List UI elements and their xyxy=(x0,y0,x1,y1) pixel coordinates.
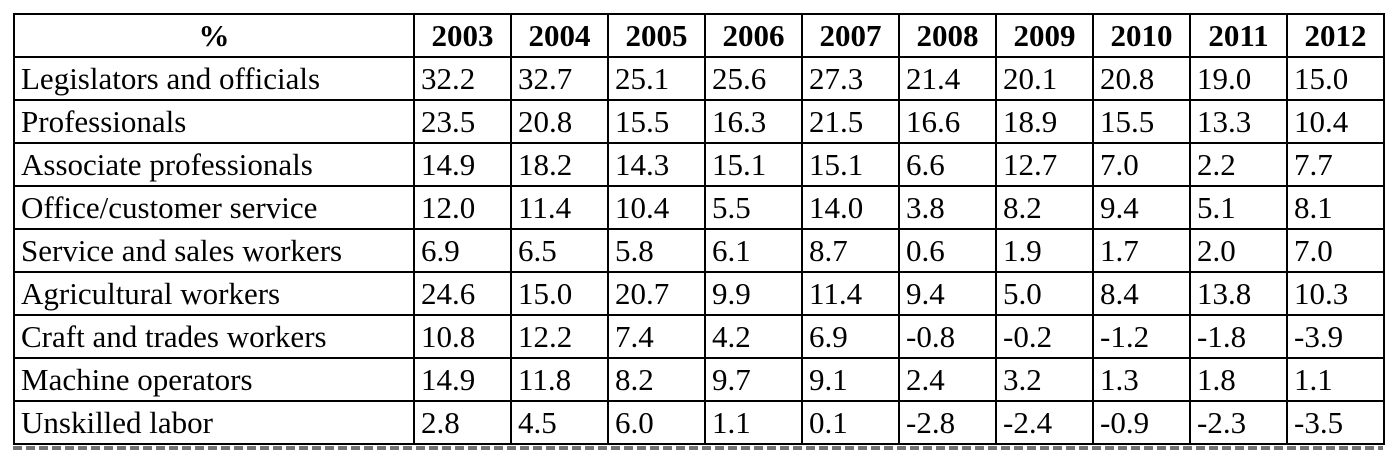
value-cell: 10.4 xyxy=(608,186,705,229)
row-label: Unskilled labor xyxy=(14,401,414,444)
value-cell: 7.0 xyxy=(1093,143,1190,186)
row-label: Agricultural workers xyxy=(14,272,414,315)
value-cell: 12.2 xyxy=(511,315,608,358)
value-cell: 9.4 xyxy=(899,272,996,315)
corner-header: % xyxy=(14,14,414,57)
row-label: Professionals xyxy=(14,100,414,143)
value-cell: 15.5 xyxy=(1093,100,1190,143)
row-label: Office/customer service xyxy=(14,186,414,229)
table-row xyxy=(14,229,1384,272)
value-cell: 9.9 xyxy=(705,272,802,315)
value-cell: 18.2 xyxy=(511,143,608,186)
value-cell: 14.9 xyxy=(414,358,511,401)
value-cell: 3.8 xyxy=(899,186,996,229)
value-cell: 5.8 xyxy=(608,229,705,272)
year-header: 2003 xyxy=(414,14,511,57)
header-row xyxy=(14,14,1384,57)
table-row xyxy=(14,100,1384,143)
value-cell: 7.7 xyxy=(1287,143,1384,186)
value-cell: 8.7 xyxy=(802,229,899,272)
value-cell: 24.6 xyxy=(414,272,511,315)
value-cell: 12.0 xyxy=(414,186,511,229)
value-cell: 6.6 xyxy=(899,143,996,186)
value-cell: 15.1 xyxy=(802,143,899,186)
value-cell: 1.9 xyxy=(996,229,1093,272)
row-label: Machine operators xyxy=(14,358,414,401)
value-cell: 12.7 xyxy=(996,143,1093,186)
table-row xyxy=(14,57,1384,100)
table-body xyxy=(14,57,1384,444)
value-cell: 1.1 xyxy=(1287,358,1384,401)
year-header: 2012 xyxy=(1287,14,1384,57)
table-row xyxy=(14,401,1384,444)
year-header: 2008 xyxy=(899,14,996,57)
value-cell: 15.0 xyxy=(1287,57,1384,100)
value-cell: 6.1 xyxy=(705,229,802,272)
value-cell: 16.3 xyxy=(705,100,802,143)
value-cell: 25.6 xyxy=(705,57,802,100)
value-cell: 8.4 xyxy=(1093,272,1190,315)
value-cell: -0.8 xyxy=(899,315,996,358)
year-header: 2006 xyxy=(705,14,802,57)
value-cell: 20.7 xyxy=(608,272,705,315)
table-row xyxy=(14,315,1384,358)
value-cell: 15.0 xyxy=(511,272,608,315)
value-cell: 14.0 xyxy=(802,186,899,229)
value-cell: -3.9 xyxy=(1287,315,1384,358)
value-cell: 7.0 xyxy=(1287,229,1384,272)
row-label: Service and sales workers xyxy=(14,229,414,272)
value-cell: 14.9 xyxy=(414,143,511,186)
table-row xyxy=(14,358,1384,401)
value-cell: 5.0 xyxy=(996,272,1093,315)
row-label: Legislators and officials xyxy=(14,57,414,100)
value-cell: 11.4 xyxy=(802,272,899,315)
year-header: 2005 xyxy=(608,14,705,57)
year-header: 2007 xyxy=(802,14,899,57)
value-cell: 6.9 xyxy=(802,315,899,358)
value-cell: 0.1 xyxy=(802,401,899,444)
value-cell: 2.2 xyxy=(1190,143,1287,186)
value-cell: -0.9 xyxy=(1093,401,1190,444)
value-cell: 10.8 xyxy=(414,315,511,358)
value-cell: 1.3 xyxy=(1093,358,1190,401)
value-cell: 19.0 xyxy=(1190,57,1287,100)
value-cell: 18.9 xyxy=(996,100,1093,143)
value-cell: 2.8 xyxy=(414,401,511,444)
value-cell: 9.4 xyxy=(1093,186,1190,229)
value-cell: 14.3 xyxy=(608,143,705,186)
value-cell: -3.5 xyxy=(1287,401,1384,444)
value-cell: 11.4 xyxy=(511,186,608,229)
value-cell: -1.8 xyxy=(1190,315,1287,358)
value-cell: 11.8 xyxy=(511,358,608,401)
value-cell: 20.8 xyxy=(1093,57,1190,100)
value-cell: 6.5 xyxy=(511,229,608,272)
value-cell: 27.3 xyxy=(802,57,899,100)
value-cell: 6.0 xyxy=(608,401,705,444)
value-cell: 8.2 xyxy=(996,186,1093,229)
value-cell: 15.1 xyxy=(705,143,802,186)
value-cell: 23.5 xyxy=(414,100,511,143)
value-cell: 5.1 xyxy=(1190,186,1287,229)
value-cell: -2.8 xyxy=(899,401,996,444)
occupation-growth-table xyxy=(13,13,1385,445)
table-row xyxy=(14,143,1384,186)
cut-off-footnote-text xyxy=(13,444,1383,454)
value-cell: 20.1 xyxy=(996,57,1093,100)
value-cell: 16.6 xyxy=(899,100,996,143)
row-label: Craft and trades workers xyxy=(14,315,414,358)
value-cell: -1.2 xyxy=(1093,315,1190,358)
value-cell: 4.5 xyxy=(511,401,608,444)
year-header: 2004 xyxy=(511,14,608,57)
table-row xyxy=(14,272,1384,315)
value-cell: 1.1 xyxy=(705,401,802,444)
value-cell: 20.8 xyxy=(511,100,608,143)
year-header: 2010 xyxy=(1093,14,1190,57)
value-cell: 21.4 xyxy=(899,57,996,100)
value-cell: -0.2 xyxy=(996,315,1093,358)
value-cell: 8.2 xyxy=(608,358,705,401)
value-cell: 15.5 xyxy=(608,100,705,143)
value-cell: 13.8 xyxy=(1190,272,1287,315)
year-header: 2011 xyxy=(1190,14,1287,57)
value-cell: 2.0 xyxy=(1190,229,1287,272)
value-cell: 9.7 xyxy=(705,358,802,401)
value-cell: 21.5 xyxy=(802,100,899,143)
value-cell: -2.4 xyxy=(996,401,1093,444)
value-cell: -2.3 xyxy=(1190,401,1287,444)
table-header xyxy=(14,14,1384,57)
value-cell: 3.2 xyxy=(996,358,1093,401)
value-cell: 10.4 xyxy=(1287,100,1384,143)
value-cell: 1.7 xyxy=(1093,229,1190,272)
value-cell: 1.8 xyxy=(1190,358,1287,401)
value-cell: 32.7 xyxy=(511,57,608,100)
value-cell: 13.3 xyxy=(1190,100,1287,143)
row-label: Associate professionals xyxy=(14,143,414,186)
value-cell: 5.5 xyxy=(705,186,802,229)
value-cell: 4.2 xyxy=(705,315,802,358)
value-cell: 10.3 xyxy=(1287,272,1384,315)
value-cell: 32.2 xyxy=(414,57,511,100)
value-cell: 6.9 xyxy=(414,229,511,272)
value-cell: 7.4 xyxy=(608,315,705,358)
value-cell: 25.1 xyxy=(608,57,705,100)
table-row xyxy=(14,186,1384,229)
value-cell: 8.1 xyxy=(1287,186,1384,229)
value-cell: 0.6 xyxy=(899,229,996,272)
value-cell: 9.1 xyxy=(802,358,899,401)
year-header: 2009 xyxy=(996,14,1093,57)
value-cell: 2.4 xyxy=(899,358,996,401)
